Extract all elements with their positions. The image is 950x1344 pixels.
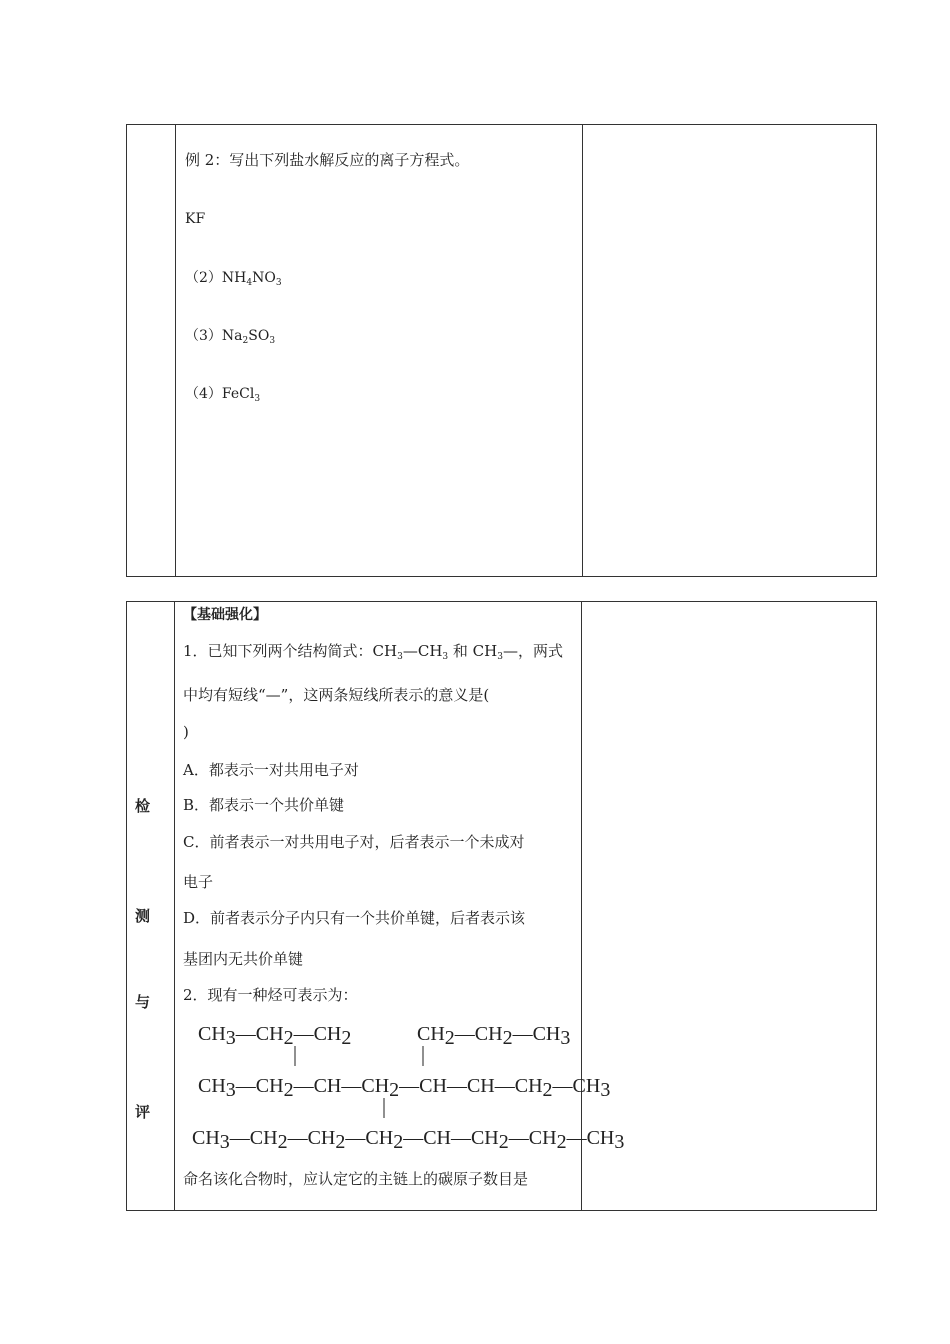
q1-text: —CH <box>402 642 443 660</box>
subscript: 3 <box>269 336 276 346</box>
item-text: （3）Na <box>185 328 243 344</box>
item-na2so3 <box>185 327 275 350</box>
side-label-char: 测 <box>135 907 151 925</box>
item-nh4no3 <box>185 269 282 292</box>
item-text: （2）NH <box>185 270 247 286</box>
item-text: （4）FeCl <box>185 386 255 402</box>
item-text: SO <box>248 328 270 344</box>
formula-row2: CH3—CH2—CH—CH2—CH—CH—CH2—CH3 <box>198 1075 611 1101</box>
question-1-line-1 <box>183 642 563 666</box>
q1-text: 和 CH <box>448 642 498 660</box>
item-fecl3 <box>185 385 260 408</box>
item-text: KF <box>185 211 206 227</box>
formula-row1-left: CH3—CH2—CH2 <box>198 1023 352 1049</box>
formula-row1-right: CH2—CH2—CH3 <box>417 1023 571 1049</box>
example-title: 例 2：写出下列盐水解反应的离子方程式。 <box>185 151 470 169</box>
option-a: A．都表示一对共用电子对 <box>183 761 359 779</box>
subscript: 4 <box>246 278 253 288</box>
option-b: B．都表示一个共价单键 <box>183 796 345 814</box>
option-d-line-1: D．前者表示分子内只有一个共价单键，后者表示该 <box>183 909 526 927</box>
question-2-last-line: 命名该化合物时，应认定它的主链上的碳原子数目是 <box>183 1170 529 1188</box>
example-table <box>126 124 877 577</box>
side-label-char: 检 <box>135 797 151 815</box>
subscript: 3 <box>254 394 261 404</box>
q1-text: —，两式 <box>502 642 563 660</box>
option-d-line-2: 基团内无共价单键 <box>183 950 304 968</box>
column-divider-left <box>175 125 176 576</box>
option-c-line-2: 电子 <box>183 873 214 891</box>
subscript: 3 <box>275 278 282 288</box>
column-divider-right <box>581 602 582 1210</box>
side-label-char: 与 <box>135 993 151 1011</box>
side-label-char: 评 <box>135 1103 151 1121</box>
item-text: NO <box>252 270 276 286</box>
column-divider-left <box>174 602 175 1210</box>
q1-text: 1．已知下列两个结构简式：CH <box>183 642 398 660</box>
option-c-line-1: C．前者表示一对共用电子对，后者表示一个未成对 <box>183 833 525 851</box>
column-divider-right <box>582 125 583 576</box>
subscript: 3 <box>497 652 503 662</box>
subscript: 3 <box>442 652 449 662</box>
structural-formula <box>188 1014 625 1154</box>
item-kf <box>185 210 205 228</box>
formula-row3: CH3—CH2—CH2—CH2—CH—CH2—CH2—CH3 <box>192 1127 625 1153</box>
subscript: 3 <box>397 652 403 662</box>
section-title: 【基础强化】 <box>183 607 267 623</box>
subscript: 2 <box>242 336 249 346</box>
question-2-line-1: 2．现有一种烃可表示为： <box>183 986 358 1004</box>
question-1-line-2: 中均有短线“—”，这两条短线所表示的意义是( <box>183 686 490 704</box>
question-1-line-3: ) <box>183 723 189 741</box>
